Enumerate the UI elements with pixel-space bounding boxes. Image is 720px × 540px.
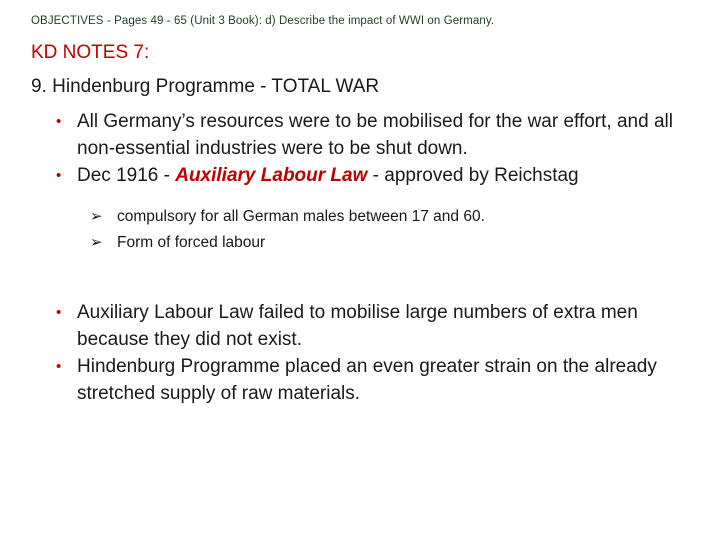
arrow-bullet-icon: ➢ bbox=[90, 234, 103, 251]
bullet-icon: • bbox=[56, 304, 62, 321]
bullet-text: Hindenburg Programme placed an even greater strain on the already stretched supply of raw materials. bbox=[77, 356, 657, 404]
sub-bullet-text: compulsory for all German males between 17 and 60. bbox=[117, 208, 485, 225]
list-item bbox=[56, 108, 706, 162]
objectives-line: OBJECTIVES - Pages 49 - 65 (Unit 3 Book): d) Describe the impact of WWI on Germany. bbox=[31, 15, 495, 27]
section-subtitle: 9. Hindenburg Programme - TOTAL WAR bbox=[31, 76, 380, 97]
bottom-bullet-list bbox=[56, 299, 706, 407]
list-item bbox=[90, 230, 690, 256]
list-item bbox=[56, 299, 706, 353]
bullet-text-prefix: Dec 1916 - bbox=[77, 165, 176, 186]
list-item bbox=[90, 204, 690, 230]
bullet-icon: • bbox=[56, 167, 62, 184]
bullet-text bbox=[77, 162, 706, 189]
bullet-text: Auxiliary Labour Law failed to mobilise large numbers of extra men because they did not exist. bbox=[77, 302, 638, 350]
bullet-icon: • bbox=[56, 113, 62, 130]
bullet-icon: • bbox=[56, 358, 62, 375]
arrow-bullet-icon: ➢ bbox=[90, 208, 103, 225]
list-item bbox=[56, 353, 706, 407]
top-bullet-list bbox=[56, 108, 706, 189]
bullet-text-suffix: - approved by Reichstag bbox=[367, 165, 579, 186]
bullet-text: All Germany’s resources were to be mobilised for the war effort, and all non-essential industries were to be shut down. bbox=[77, 111, 673, 159]
notes-title: KD NOTES 7: bbox=[31, 42, 150, 63]
sub-bullet-text: Form of forced labour bbox=[117, 234, 266, 251]
list-item bbox=[56, 162, 706, 189]
sub-bullet-list bbox=[90, 204, 690, 256]
auxiliary-labour-law-emphasis: Auxiliary Labour Law bbox=[175, 165, 368, 186]
